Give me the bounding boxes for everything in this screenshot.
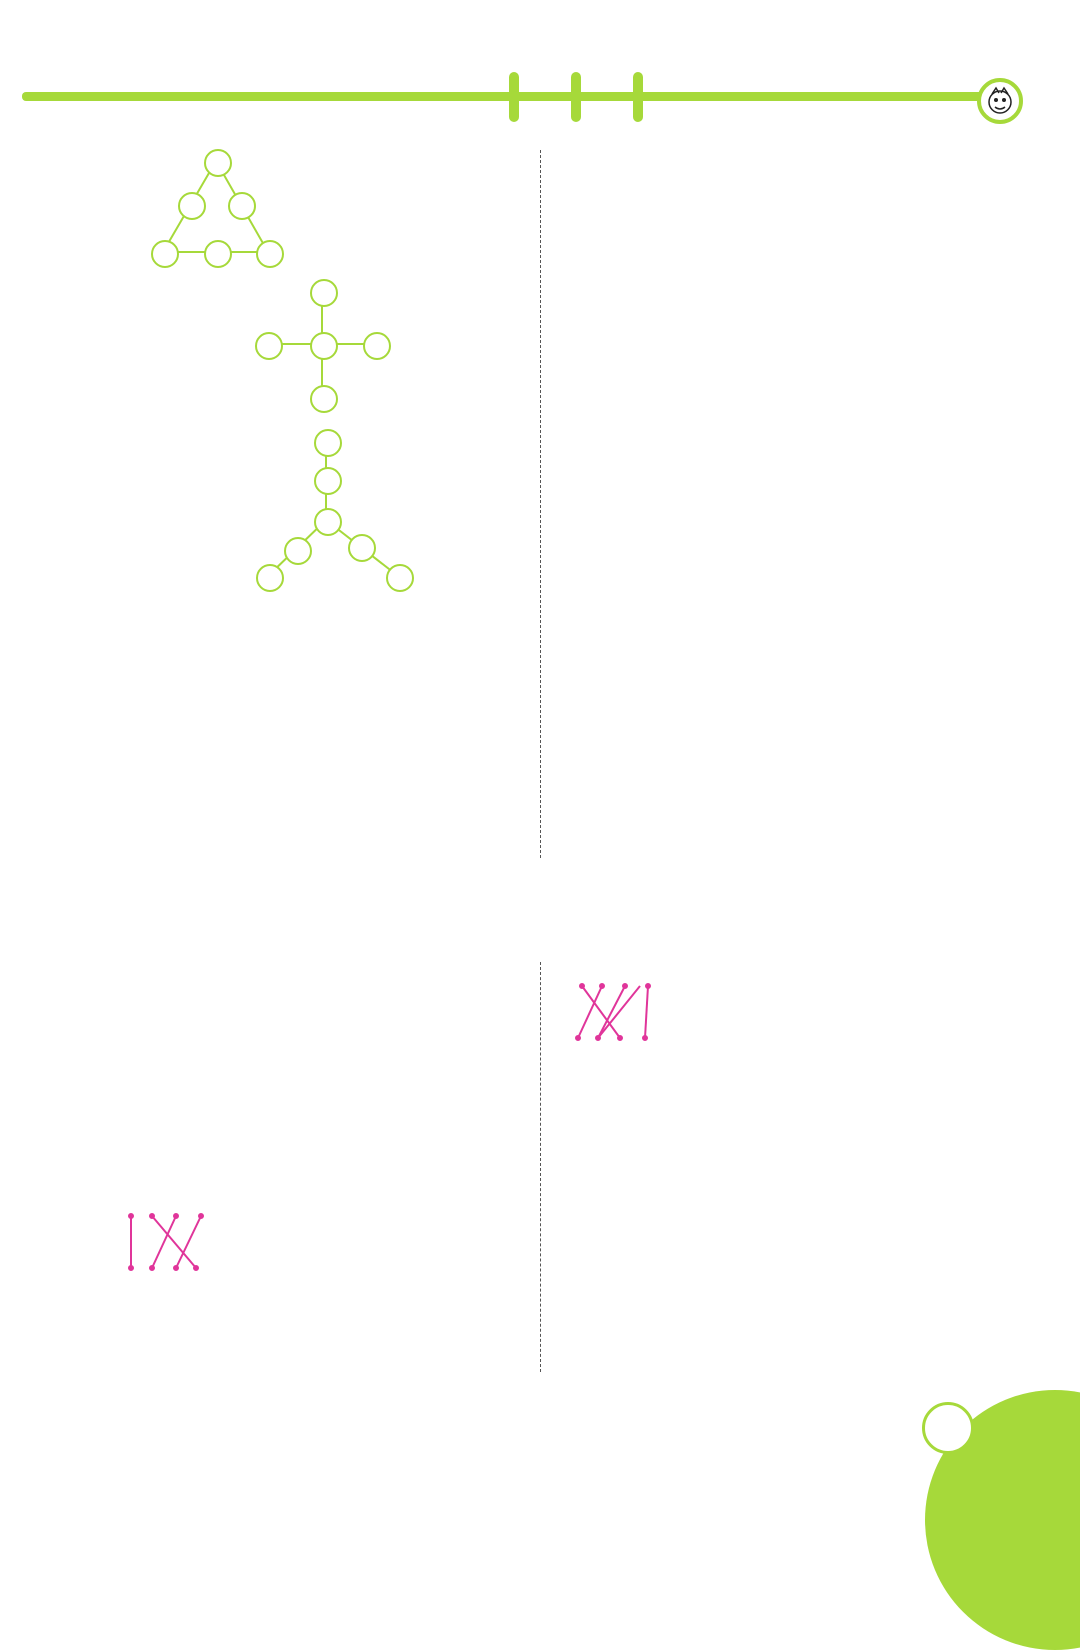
column-divider [540, 962, 541, 1372]
page-number [922, 1402, 974, 1454]
tree-node [348, 534, 376, 562]
tree-node [284, 537, 312, 565]
cross-node [255, 332, 283, 360]
q2-triangle-lines [0, 0, 540, 600]
cross-node [310, 279, 338, 307]
matching-lines-p8 [126, 1212, 216, 1272]
triangle-node [178, 192, 206, 220]
triangle-node [256, 240, 284, 268]
mascot-icon [977, 78, 1023, 124]
header-peg [633, 72, 643, 122]
column-divider [540, 150, 541, 858]
cross-node [310, 332, 338, 360]
triangle-node [228, 192, 256, 220]
tree-node [314, 508, 342, 536]
triangle-node [151, 240, 179, 268]
header-peg [571, 72, 581, 122]
triangle-node [204, 240, 232, 268]
tree-node [256, 564, 284, 592]
tree-node [314, 467, 342, 495]
tree-node [386, 564, 414, 592]
tree-node [314, 429, 342, 457]
cross-node [310, 385, 338, 413]
matching-lines-p12 [570, 982, 660, 1042]
cross-node [363, 332, 391, 360]
triangle-node [204, 149, 232, 177]
